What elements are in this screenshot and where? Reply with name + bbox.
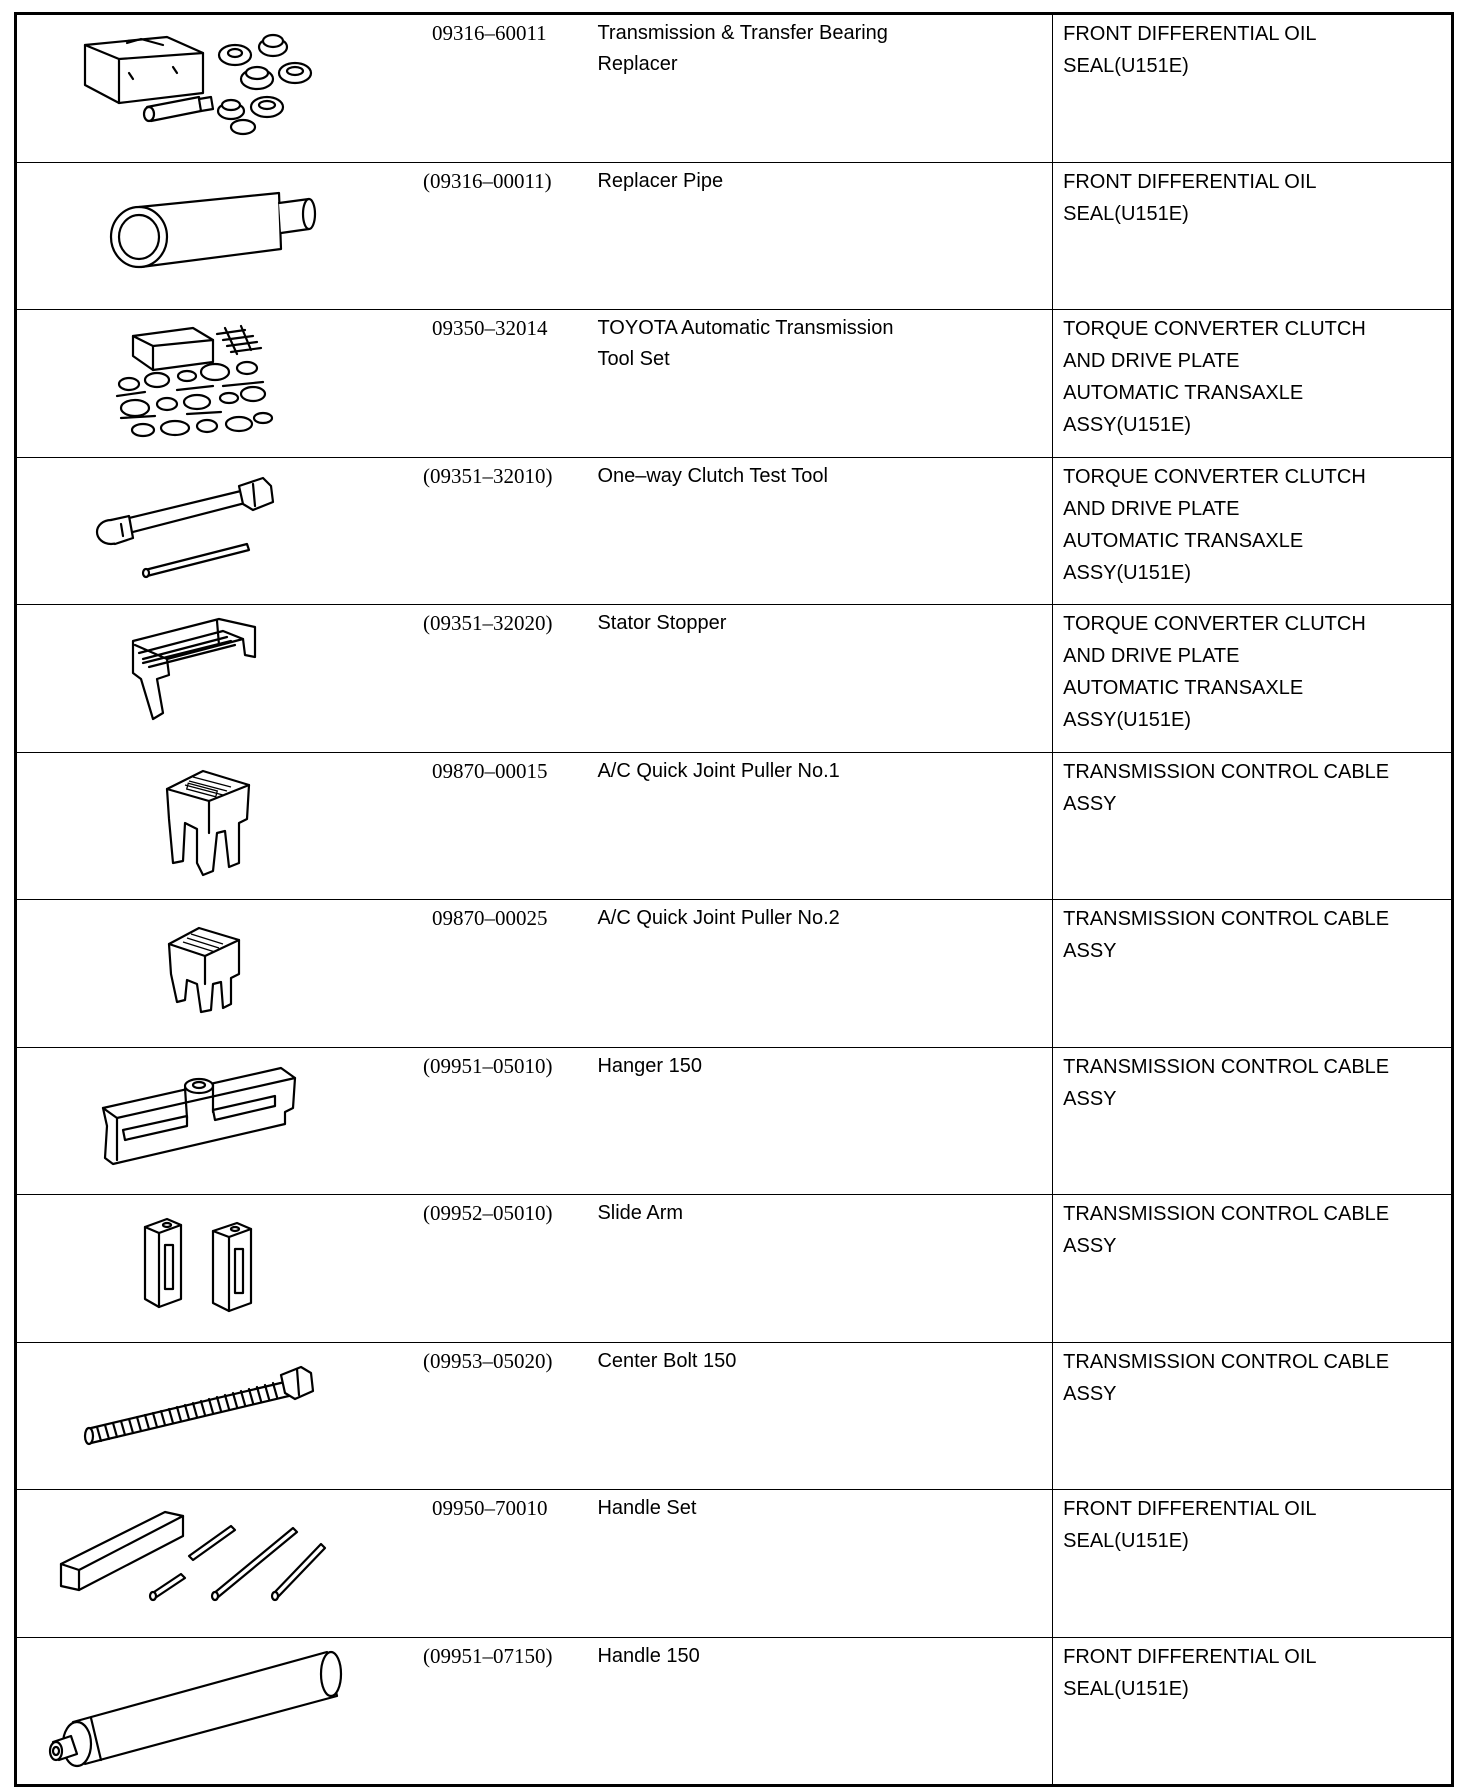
usage-line: SEAL(U151E) bbox=[1063, 1530, 1189, 1552]
description-cell bbox=[593, 900, 1052, 1048]
usage-cell bbox=[1053, 900, 1453, 1048]
center-bolt-icon bbox=[17, 1343, 417, 1483]
part-number: (09951–07150) bbox=[422, 1643, 553, 1668]
usage-line: FRONT DIFFERENTIAL OIL bbox=[1063, 170, 1317, 193]
usage-line: AUTOMATIC TRANSAXLE bbox=[1063, 529, 1304, 552]
table-row bbox=[16, 900, 1453, 1048]
usage-cell bbox=[1053, 1195, 1453, 1343]
table-row bbox=[16, 752, 1453, 900]
usage-cell bbox=[1053, 457, 1453, 605]
tool-illustration-cell bbox=[16, 1637, 423, 1786]
usage-line: ASSY bbox=[1063, 1382, 1117, 1405]
description-cell bbox=[593, 1047, 1052, 1195]
part-number-cell bbox=[423, 310, 593, 458]
table-row bbox=[16, 457, 1453, 605]
clutch-test-tool-icon bbox=[17, 458, 417, 598]
usage-cell bbox=[1053, 1047, 1453, 1195]
part-number: (09316–00011) bbox=[422, 168, 552, 193]
tool-illustration-cell bbox=[16, 1342, 423, 1490]
usage-line: TRANSMISSION CONTROL CABLE bbox=[1063, 1203, 1390, 1225]
part-number-cell bbox=[423, 605, 593, 753]
description-cell bbox=[593, 1490, 1052, 1638]
usage-cell bbox=[1053, 1342, 1453, 1490]
part-number-cell bbox=[423, 1637, 593, 1786]
usage-line: FRONT DIFFERENTIAL OIL bbox=[1063, 23, 1317, 45]
usage-line: FRONT DIFFERENTIAL OIL bbox=[1063, 1645, 1317, 1668]
description-cell bbox=[593, 1637, 1052, 1786]
table-row bbox=[16, 162, 1453, 310]
part-number: 09870–00025 bbox=[431, 906, 548, 930]
usage-line: ASSY bbox=[1063, 1087, 1117, 1110]
usage-line: SEAL(U151E) bbox=[1063, 202, 1189, 225]
description-line: Hanger 150 bbox=[597, 1054, 702, 1077]
usage-cell bbox=[1053, 605, 1453, 753]
part-number: (09951–05010) bbox=[422, 1053, 553, 1078]
usage-line: ASSY bbox=[1063, 792, 1117, 815]
part-number-cell bbox=[423, 1047, 593, 1195]
special-tool-table bbox=[14, 12, 1454, 1787]
usage-line: TORQUE CONVERTER CLUTCH bbox=[1063, 613, 1366, 635]
handle-icon bbox=[17, 1638, 417, 1778]
usage-line: AUTOMATIC TRANSAXLE bbox=[1063, 382, 1304, 404]
part-number: 09316–60011 bbox=[431, 21, 547, 45]
part-number-cell bbox=[423, 457, 593, 605]
table-row bbox=[16, 1047, 1453, 1195]
table-row bbox=[16, 310, 1453, 458]
tool-illustration-cell bbox=[16, 1490, 423, 1638]
usage-cell bbox=[1053, 752, 1453, 900]
table-row bbox=[16, 14, 1453, 163]
usage-cell bbox=[1053, 162, 1453, 310]
tool-illustration-cell bbox=[16, 162, 423, 310]
description-line: Replacer Pipe bbox=[597, 169, 724, 192]
usage-line: TRANSMISSION CONTROL CABLE bbox=[1063, 1350, 1390, 1373]
part-number: 09350–32014 bbox=[431, 316, 548, 340]
table-row bbox=[16, 1490, 1453, 1638]
description-line: Center Bolt 150 bbox=[597, 1349, 737, 1372]
usage-line: ASSY(U151E) bbox=[1063, 709, 1191, 731]
usage-line: AUTOMATIC TRANSAXLE bbox=[1063, 677, 1304, 699]
tool-illustration-cell bbox=[16, 1047, 423, 1195]
usage-line: ASSY bbox=[1063, 1235, 1117, 1257]
description-line: Tool Set bbox=[597, 348, 670, 370]
description-cell bbox=[593, 1342, 1052, 1490]
table-row bbox=[16, 605, 1453, 753]
hanger-icon bbox=[17, 1048, 417, 1188]
tool-illustration-cell bbox=[16, 605, 423, 753]
part-number-cell bbox=[423, 162, 593, 310]
usage-line: SEAL(U151E) bbox=[1063, 1677, 1189, 1700]
part-number-cell bbox=[423, 1342, 593, 1490]
usage-line: ASSY(U151E) bbox=[1063, 414, 1191, 436]
tool-illustration-cell bbox=[16, 310, 423, 458]
description-cell bbox=[593, 605, 1052, 753]
description-line: Replacer bbox=[597, 53, 678, 75]
table-row bbox=[16, 1342, 1453, 1490]
usage-cell bbox=[1053, 14, 1453, 163]
description-line: One–way Clutch Test Tool bbox=[597, 464, 828, 487]
tool-illustration-cell bbox=[16, 457, 423, 605]
tool-illustration-cell bbox=[16, 1195, 423, 1343]
usage-line: TRANSMISSION CONTROL CABLE bbox=[1063, 908, 1390, 930]
part-number: (09351–32020) bbox=[422, 611, 553, 635]
part-number: (09953–05020) bbox=[422, 1348, 553, 1373]
usage-line: AND DRIVE PLATE bbox=[1063, 497, 1240, 520]
part-number: (09952–05010) bbox=[422, 1201, 553, 1225]
usage-line: ASSY(U151E) bbox=[1063, 561, 1191, 584]
slide-arm-icon bbox=[17, 1195, 417, 1335]
description-cell bbox=[593, 457, 1052, 605]
quick-joint-puller-icon bbox=[17, 753, 417, 893]
description-line: Transmission & Transfer Bearing bbox=[597, 22, 888, 44]
usage-line: SEAL(U151E) bbox=[1063, 55, 1189, 77]
description-line: A/C Quick Joint Puller No.2 bbox=[597, 907, 840, 929]
description-line: Slide Arm bbox=[597, 1202, 684, 1224]
description-line: Handle Set bbox=[597, 1497, 697, 1519]
part-number-cell bbox=[423, 752, 593, 900]
part-number-cell bbox=[423, 1195, 593, 1343]
part-number-cell bbox=[423, 900, 593, 1048]
table-row bbox=[16, 1195, 1453, 1343]
usage-line: TORQUE CONVERTER CLUTCH bbox=[1063, 465, 1366, 488]
description-cell bbox=[593, 752, 1052, 900]
usage-line: TRANSMISSION CONTROL CABLE bbox=[1063, 760, 1390, 783]
description-line: Handle 150 bbox=[597, 1644, 700, 1667]
usage-cell bbox=[1053, 1637, 1453, 1786]
quick-joint-puller-small-icon bbox=[17, 900, 417, 1040]
description-line: Stator Stopper bbox=[597, 612, 727, 634]
usage-cell bbox=[1053, 1490, 1453, 1638]
part-number-cell bbox=[423, 14, 593, 163]
description-line: A/C Quick Joint Puller No.1 bbox=[597, 759, 840, 782]
bearing-replacer-set-icon bbox=[17, 15, 417, 155]
usage-line: AND DRIVE PLATE bbox=[1063, 350, 1240, 372]
description-cell bbox=[593, 1195, 1052, 1343]
tool-illustration-cell bbox=[16, 14, 423, 163]
usage-line: TRANSMISSION CONTROL CABLE bbox=[1063, 1055, 1390, 1078]
usage-line: TORQUE CONVERTER CLUTCH bbox=[1063, 318, 1366, 340]
usage-line: FRONT DIFFERENTIAL OIL bbox=[1063, 1498, 1317, 1520]
description-cell bbox=[593, 162, 1052, 310]
description-line: TOYOTA Automatic Transmission bbox=[597, 317, 894, 339]
usage-line: AND DRIVE PLATE bbox=[1063, 645, 1240, 667]
description-cell bbox=[593, 14, 1052, 163]
tool-illustration-cell bbox=[16, 900, 423, 1048]
part-number: 09950–70010 bbox=[431, 1496, 548, 1520]
transmission-tool-set-icon bbox=[17, 310, 417, 450]
handle-set-icon bbox=[17, 1490, 417, 1630]
part-number: (09351–32010) bbox=[422, 463, 553, 488]
tool-illustration-cell bbox=[16, 752, 423, 900]
replacer-pipe-icon bbox=[17, 163, 417, 303]
usage-line: ASSY bbox=[1063, 940, 1117, 962]
table-row bbox=[16, 1637, 1453, 1786]
part-number: 09870–00015 bbox=[431, 758, 548, 783]
description-cell bbox=[593, 310, 1052, 458]
usage-cell bbox=[1053, 310, 1453, 458]
part-number-cell bbox=[423, 1490, 593, 1638]
stator-stopper-icon bbox=[17, 605, 417, 745]
